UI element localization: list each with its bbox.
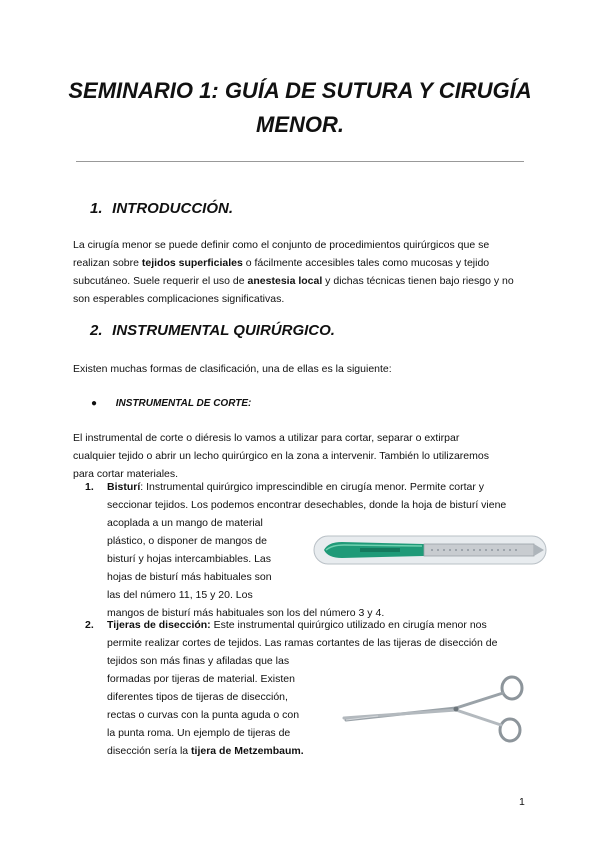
intro-paragraph — [73, 236, 533, 308]
document-title — [60, 74, 540, 142]
scissors-image — [338, 668, 530, 748]
text-line: tejidos son más finas y afiladas que las — [107, 655, 290, 667]
text-line: cualquier tejido o abrir un lecho quirúrgico en la zona a intervenir. También lo utilizaremos — [73, 450, 489, 462]
text-line: Existen muchas formas de clasificación, una de ellas es la siguiente: — [73, 363, 392, 375]
bullet-instrumental-corte — [91, 398, 251, 409]
bold-term: tijera de Metzembaum. — [191, 745, 304, 757]
text-run: : Instrumental quirúrgico imprescindible en cirugía menor. Permite cortar y — [140, 481, 484, 493]
section-heading-instrumental — [90, 322, 335, 339]
item-name: Tijeras de disección: — [107, 619, 211, 631]
horizontal-rule — [76, 161, 524, 162]
text-line: hojas de bisturí más habituales son — [107, 571, 272, 583]
item-name: Bisturí — [107, 481, 141, 493]
text-run: y dichas técnicas tienen bajo riesgo y no — [322, 275, 514, 287]
text-line — [73, 254, 533, 272]
text-line: La cirugía menor se puede definir como el conjunto de procedimientos quirúrgicos que se — [73, 239, 490, 251]
title-line-2: MENOR. — [256, 112, 344, 137]
bullet-dot: ● — [91, 398, 98, 409]
section-number: 1. — [90, 200, 103, 217]
corte-paragraph — [73, 429, 533, 483]
text-run: o fácilmente accesibles tales como mucosas y tejido — [242, 257, 490, 269]
classification-paragraph — [73, 360, 533, 378]
text-line: permite realizar cortes de tejidos. Las ramas cortantes de las tijeras de disección de — [107, 637, 498, 649]
text-line: El instrumental de corte o diéresis lo vamos a utilizar para cortar, separar o extirpar — [73, 432, 460, 444]
list-number: 2. — [85, 619, 94, 631]
list-number: 1. — [85, 481, 94, 493]
text-line: seccionar tejidos. Los podemos encontrar desechables, donde la hoja de bisturí viene — [107, 499, 507, 511]
section-title: INSTRUMENTAL QUIRÚRGICO. — [112, 322, 335, 339]
text-line: rectas o curvas con la punta aguda o con — [107, 709, 300, 721]
bullet-label: INSTRUMENTAL DE CORTE: — [115, 398, 252, 409]
section-number: 2. — [90, 322, 103, 339]
bold-term: tejidos superficiales — [141, 257, 243, 269]
text-line: mangos de bisturí más habituales son los del número 3 y 4. — [107, 607, 385, 619]
text-run: Este instrumental quirúrgico utilizado en cirugía menor nos — [210, 619, 487, 631]
text-line: acoplada a un mango de material — [107, 517, 263, 529]
text-line: bisturí y hojas intercambiables. Las — [107, 553, 271, 565]
section-heading-introduccion — [90, 200, 233, 217]
page-number: 1 — [519, 796, 525, 808]
text-line: formadas por tijeras de material. Existen — [107, 673, 295, 685]
text-run: realizan sobre — [73, 257, 142, 269]
text-run: subcutáneo. Suele requerir el uso de — [73, 275, 248, 287]
section-title: INTRODUCCIÓN. — [112, 200, 233, 217]
scalpel-image — [312, 528, 550, 574]
text-line — [73, 272, 533, 290]
bold-term: anestesia local — [247, 275, 323, 287]
text-line: las del número 11, 15 y 20. Los — [107, 589, 253, 601]
text-line: para cortar materiales. — [73, 468, 179, 480]
title-line-1: SEMINARIO 1: GUÍA DE SUTURA Y CIRUGÍA — [68, 78, 532, 103]
text-line: la punta roma. Un ejemplo de tijeras de — [107, 727, 291, 739]
text-line: son esperables complicaciones significativas. — [73, 293, 285, 305]
text-line: diferentes tipos de tijeras de disección, — [107, 691, 288, 703]
text-run: disección sería la — [107, 745, 192, 757]
text-line: plástico, o disponer de mangos de — [107, 535, 267, 547]
text-line — [107, 478, 537, 496]
text-line — [107, 616, 537, 634]
